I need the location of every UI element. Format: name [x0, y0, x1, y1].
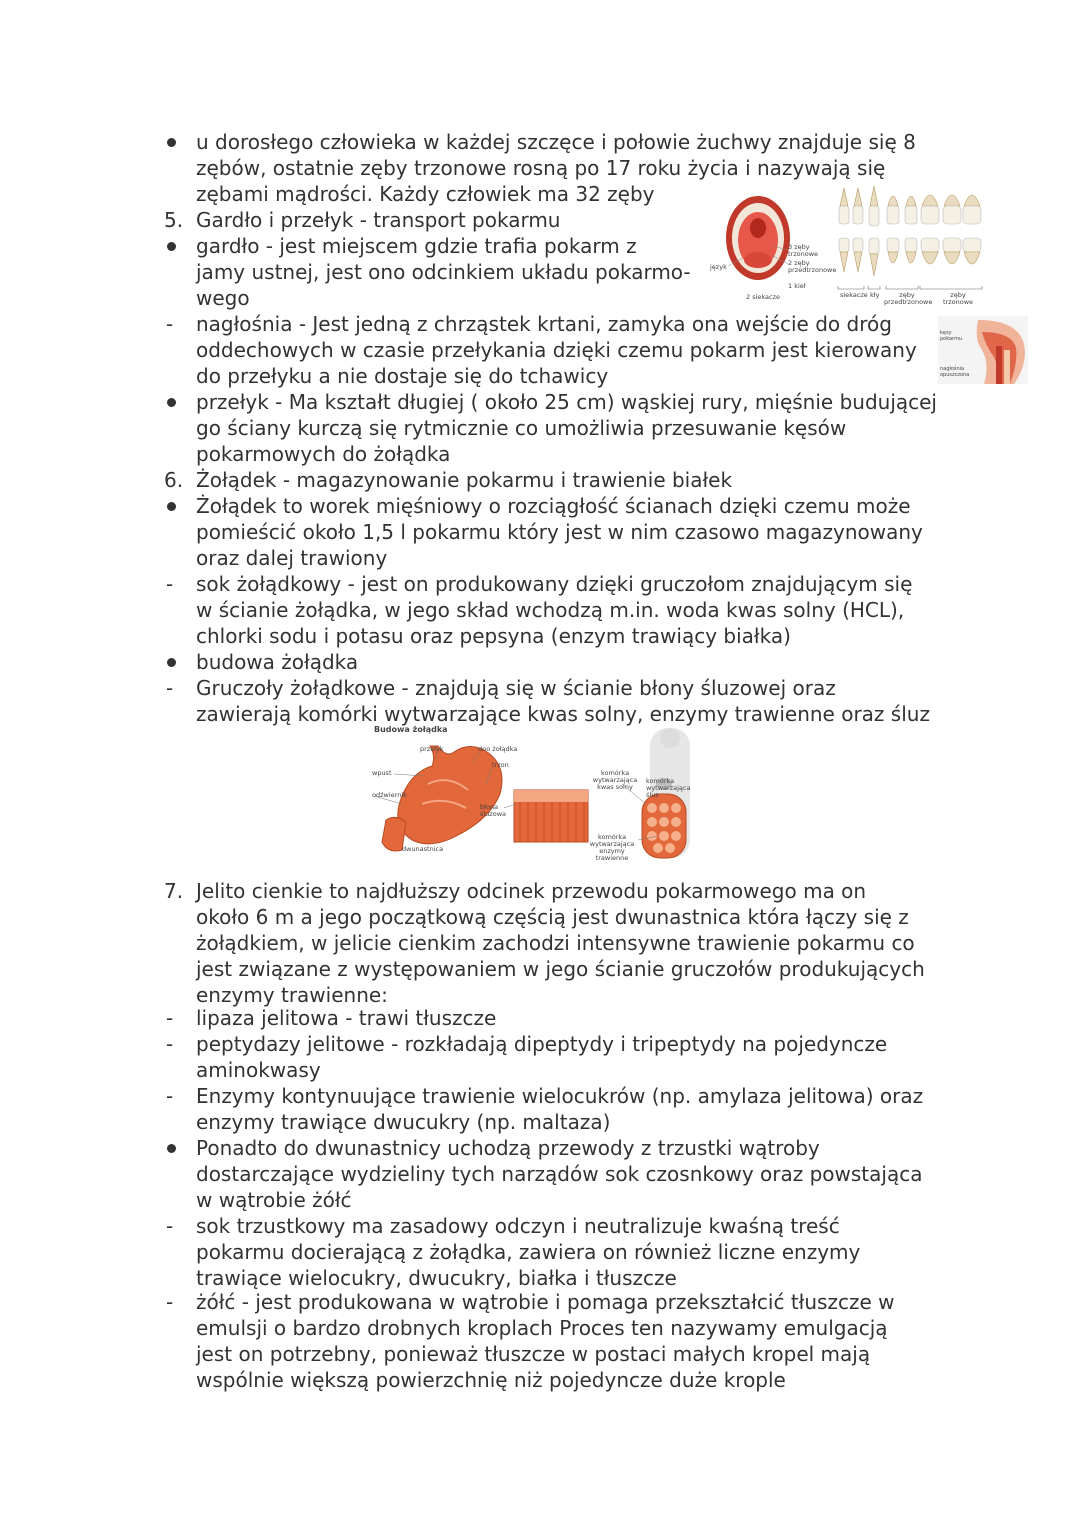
bullet-icon [167, 502, 176, 511]
text-line: zębami mądrości. Każdy człowiek ma 32 zęby [196, 182, 655, 206]
text-line: jest on potrzebny, ponieważ tłuszcze w postaci małych kropel mają [196, 1342, 871, 1366]
text-line: lipaza jelitowa - trawi tłuszcze [196, 1006, 497, 1030]
label-komorka-sluz: komórka wytwarzająca śluz [646, 777, 691, 799]
text-line: sok żołądkowy - jest on produkowany dzięki gruczołom znajdującym się [196, 572, 913, 596]
label-odzwiernik: odźwiernik [372, 791, 407, 799]
bullet-icon [167, 242, 176, 251]
text-line: enzymy trawiące dwucukry (np. maltaza) [196, 1110, 611, 1134]
label-3-zeby-trzonowe: 3 zęby trzonowe [788, 243, 819, 258]
label-2-zeby-przedtrzonowe: 2 zęby przedtrzonowe [788, 259, 837, 274]
text-line: trawiące wielocukry, dwucukry, białka i tłuszcze [196, 1266, 677, 1290]
text-line: Enzymy kontynuujące trawienie wielocukrów (np. amylaza jelitowa) oraz [196, 1084, 924, 1108]
list-number: 6. [164, 468, 184, 492]
label-zeby-trzonowe: zęby trzonowe [942, 291, 974, 306]
text-line: dostarczające wydzieliny tych narządów sok czosnkowy oraz powstająca [196, 1162, 923, 1186]
text-line: peptydazy jelitowe - rozkładają dipeptydy i tripeptydy na pojedyncze [196, 1032, 888, 1056]
text-line: w ścianie żołądka, w jego skład wchodzą m.in. woda kwas solny (HCL), [196, 598, 905, 622]
dash-marker: - [166, 572, 174, 596]
text-line: emulsji o bardzo drobnych kroplach Proces ten nazywamy emulgacją [196, 1316, 888, 1340]
label-dno-zoladka: dno żołądka [478, 745, 518, 753]
text-line: pokarmu docierającą z żołądka, zawiera on również liczne enzymy [196, 1240, 861, 1264]
text-line: gardło - jest miejscem gdzie trafia pokarm z [196, 234, 637, 258]
dash-marker: - [166, 1006, 174, 1030]
text-line: do przełyku a nie dostaje się do tchawicy [196, 364, 609, 388]
text-line: u dorosłego człowieka w każdej szczęce i połowie żuchwy znajduje się 8 [196, 130, 916, 154]
text-line: oraz dalej trawiony [196, 546, 388, 570]
label-2-siekacze: 2 siekacze [746, 293, 781, 301]
dash-marker: - [166, 312, 174, 336]
section-heading: Gardło i przełyk - transport pokarmu [196, 208, 561, 232]
label-komorka-kwas: komórka wytwarzająca kwas solny [592, 769, 638, 791]
bullet-icon [167, 1144, 176, 1153]
text-line: żołądkiem, w jelicie cienkim zachodzi intensywne trawienie pokarmu co [196, 931, 915, 955]
text-line: żółć - jest produkowana w wątrobie i pomaga przekształcić tłuszcze w [196, 1290, 895, 1314]
stomach-figure-title: Budowa żołądka [374, 725, 448, 734]
text-line: sok trzustkowy ma zasadowy odczyn i neutralizuje kwaśną treść [196, 1214, 840, 1238]
label-siekacze: siekacze [840, 291, 868, 299]
label-blona-sluzowa: błona śluzowa [480, 803, 506, 818]
stomach-figure [368, 724, 704, 866]
text-line: enzymy trawienne: [196, 983, 388, 1007]
label-przelyk: przełyk [420, 745, 444, 753]
text-line: Jelito cienkie to najdłuższy odcinek przewodu pokarmowego ma on [196, 879, 867, 903]
text-line: budowa żołądka [196, 650, 359, 674]
text-line: przełyk - Ma kształt długiej ( około 25 cm) wąskiej rury, mięśnie budującej [196, 390, 937, 414]
section-heading: Żołądek - magazynowanie pokarmu i trawienie białek [196, 468, 733, 492]
list-number: 7. [164, 879, 184, 903]
text-line: pomieścić około 1,5 l pokarmu który jest w nim czasowo magazynowany [196, 520, 923, 544]
text-line: jest związane z występowaniem w jego ścianie gruczołów produkujących [196, 957, 925, 981]
dash-marker: - [166, 1290, 174, 1314]
text-line: chlorki sodu i potasu oraz pepsyna (enzym trawiący białka) [196, 624, 791, 648]
label-wpust: wpust [372, 769, 392, 777]
text-line: nagłośnia - Jest jedną z chrząstek krtani, zamyka ona wejście do dróg [196, 312, 892, 336]
text-line: Gruczoły żołądkowe - znajdują się w ścianie błony śluzowej oraz [196, 676, 836, 700]
text-line: wspólnie większą powierzchnię niż pojedyncze duże krople [196, 1368, 786, 1392]
label-1-kiel: 1 kieł [788, 282, 806, 290]
epiglottis-figure [938, 316, 1028, 384]
label-komorka-enzymy: komórka wytwarzająca enzymy trawienne [589, 833, 635, 862]
bullet-icon [167, 138, 176, 147]
text-line: zębów, ostatnie zęby trzonowe rosną po 17 roku życia i nazywają się [196, 156, 886, 180]
text-line: pokarmowych do żołądka [196, 442, 451, 466]
teeth-figure [708, 186, 983, 306]
text-line: zawierają komórki wytwarzające kwas solny, enzymy trawienne oraz śluz [196, 702, 930, 726]
label-kly: kły [870, 291, 880, 299]
dash-marker: - [166, 1032, 174, 1056]
text-line: jamy ustnej, jest ono odcinkiem układu pokarmo- [196, 260, 691, 284]
label-kesy-pokarmu: kęsy pokarmu [940, 330, 963, 342]
label-zeby-przedtrzonowe: zęby przedtrzonowe [884, 291, 933, 306]
text-line: Ponadto do dwunastnicy uchodzą przewody z trzustki wątroby [196, 1136, 820, 1160]
text-line: go ściany kurczą się rytmicznie co umożliwia przesuwanie kęsów [196, 416, 847, 440]
text-line: około 6 m a jego początkową częścią jest dwunastnica która łączy się z [196, 905, 909, 929]
label-jezyk: język [710, 263, 727, 271]
text-line: oddechowych w czasie przełykania dzięki czemu pokarm jest kierowany [196, 338, 917, 362]
bullet-icon [167, 398, 176, 407]
list-number: 5. [164, 208, 184, 232]
text-line: Żołądek to worek mięśniowy o rozciągłość ścianach dzięki czemu może [196, 494, 911, 518]
dash-marker: - [166, 1084, 174, 1108]
text-line: w wątrobie żółć [196, 1188, 352, 1212]
label-trzon: trzon [492, 761, 509, 769]
label-naglosnia: nagłośnia opuszczona [940, 366, 970, 378]
bullet-icon [167, 658, 176, 667]
text-line: wego [196, 286, 250, 310]
mouth-and-teeth-illustration [708, 186, 983, 306]
dash-marker: - [166, 1214, 174, 1238]
label-dwunastnica: dwunastnica [402, 845, 444, 853]
dash-marker: - [166, 676, 174, 700]
text-line: aminokwasy [196, 1058, 321, 1082]
